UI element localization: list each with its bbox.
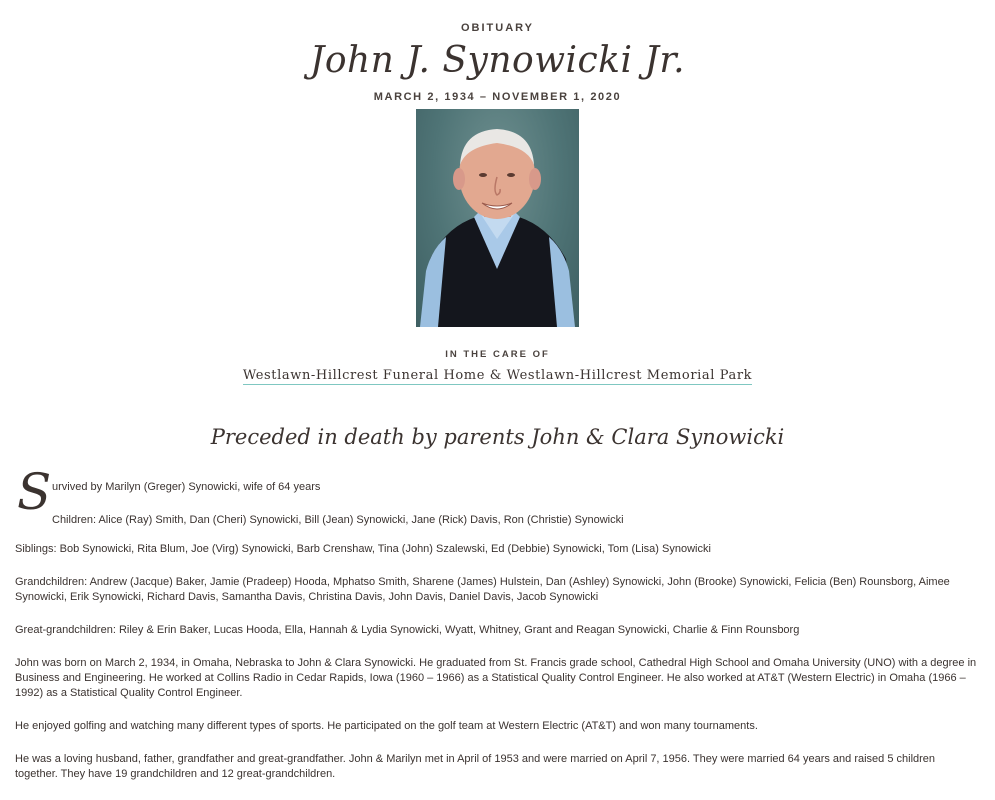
preceded-heading: Preceded in death by parents John & Clara Synowicki xyxy=(210,425,785,449)
deceased-name: John J. Synowicki Jr. xyxy=(309,40,686,81)
care-label: IN THE CARE OF xyxy=(445,349,550,360)
great-grandchildren-paragraph: Great-grandchildren: Riley & Erin Baker, Lucas Hooda, Ella, Hannah & Lydia Synowicki, Wyatt, Whitney, Grant and Reagan Synowicki, Charlie & Finn Rounsborg xyxy=(15,624,800,636)
drop-cap: S xyxy=(17,463,52,521)
survived-text: urvived by Marilyn (Greger) Synowicki, wife of 64 years xyxy=(52,481,321,493)
portrait-container xyxy=(0,109,995,327)
grandchildren-paragraph: Grandchildren: Andrew (Jacque) Baker, Jamie (Pradeep) Hooda, Mphatso Smith, Sharene (James) Hulstein, Dan (Ashley) Synowicki, John (Brooke) Synowicki, Felicia (Ben) Rounsborg, Aimee Synowicki, Erik Synowicki, Richard Davis, Samantha Davis, Christina Davis, John Davis, Daniel Davis, Jacob Synowicki xyxy=(15,576,950,603)
obituary-body xyxy=(15,463,980,800)
siblings-paragraph: Siblings: Bob Synowicki, Rita Blum, Joe (Virg) Synowicki, Barb Crenshaw, Tina (John) Szalewski, Ed (Debbie) Synowicki, Tom (Lisa) Synowicki xyxy=(15,543,711,555)
children-text: Children: Alice (Ray) Smith, Dan (Cheri) Synowicki, Bill (Jean) Synowicki, Jane (Rick) Davis, Ron (Christie) Synowicki xyxy=(52,514,624,526)
portrait-photo xyxy=(416,109,579,327)
funeral-home-link[interactable]: Westlawn-Hillcrest Funeral Home & Westlawn-Hillcrest Memorial Park xyxy=(242,368,753,383)
life-dates: MARCH 2, 1934 – NOVEMBER 1, 2020 xyxy=(373,91,622,103)
hobbies-paragraph: He enjoyed golfing and watching many different types of sports. He participated on the golf team at Western Electric (AT&T) and won many tournaments. xyxy=(15,720,758,732)
family-paragraph: He was a loving husband, father, grandfather and great-grandfather. John & Marilyn met in April of 1953 and were married on April 7, 1956. They were married 64 years and raised 5 children together. They have 19 grandchildren and 12 great-grandchildren. xyxy=(15,753,936,780)
portrait-illustration xyxy=(416,109,579,327)
survived-block xyxy=(15,463,980,528)
section-label: OBITUARY xyxy=(460,22,535,34)
biography-paragraph: John was born on March 2, 1934, in Omaha, Nebraska to John & Clara Synowicki. He graduated from St. Francis grade school, Cathedral High School and Omaha University (UNO) with a degree in Business and Engineering. He worked at Collins Radio in Cedar Rapids, Iowa (1960 – 1966) as a Statistical Quality Control Engineer. He also worked at AT&T (Western Electric) in Omaha (1966 – 1992) as a Statistical Quality Control Engineer. xyxy=(15,657,977,699)
